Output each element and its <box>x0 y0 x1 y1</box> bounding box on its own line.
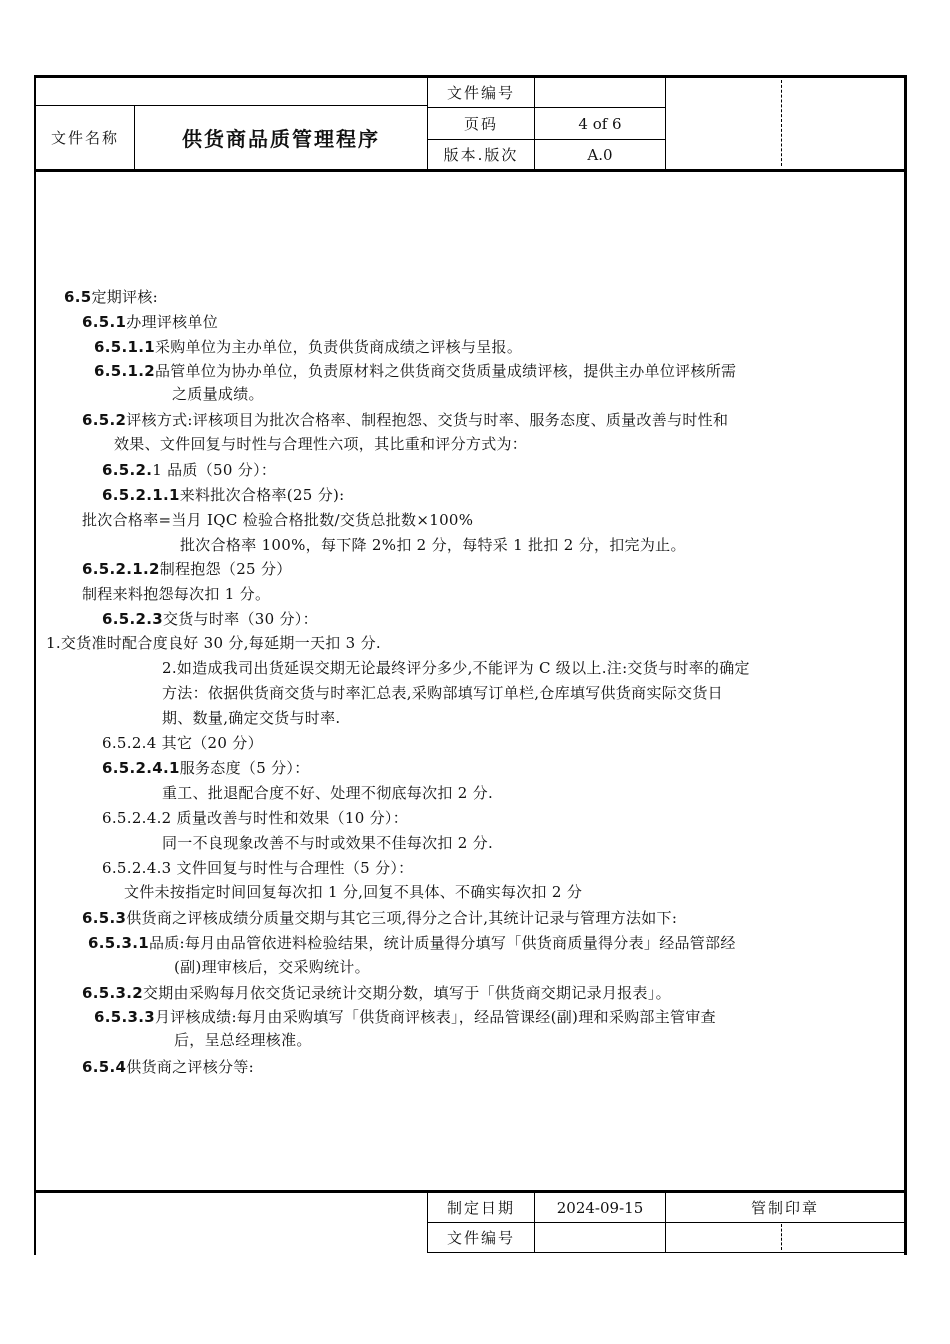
section-line <box>180 535 686 555</box>
doc-title: 供货商品质管理程序 <box>182 127 380 151</box>
section-text: 批次合格率 100%，每下降 2%扣 2 分，每特采 1 批扣 2 分，扣完为止。 <box>180 536 686 554</box>
section-text: 服务态度（5 分）： <box>179 759 310 777</box>
header-col-divider <box>665 78 666 170</box>
section-line <box>174 957 370 977</box>
section-text: 交期由采购每月依交货记录统计交期分数，填写于「供货商交期记录月报表」。 <box>142 984 671 1002</box>
footer-dashed-divider <box>781 1224 782 1250</box>
section-line <box>82 584 270 604</box>
section-line <box>102 733 263 753</box>
section-number: 6.5.4 <box>82 1058 127 1076</box>
section-number: 6.5.2.1.2 <box>82 560 160 578</box>
section-line <box>94 1007 716 1027</box>
section-text: 期、数量,确定交货与时率. <box>162 709 341 727</box>
date-label: 制定日期 <box>446 1199 515 1217</box>
section-line <box>162 708 340 728</box>
section-number: 6.5.3 <box>82 909 127 927</box>
section-line <box>162 833 493 853</box>
section-text: 品质:每月由品管依进料检验结果，统计质量得分填写「供货商质量得分表」经品管部经 <box>148 934 736 952</box>
section-line <box>82 312 218 332</box>
section-text: 办理评核单位 <box>126 313 219 331</box>
section-line <box>82 908 677 928</box>
section-number: 6.5.2.4.1 <box>102 759 180 777</box>
section-text: 月评核成绩:每月由采购填写「供货商评核表」，经品管课经(副)理和采购部主管审查 <box>154 1008 716 1026</box>
section-line <box>82 1057 254 1077</box>
section-text: 之质量成绩。 <box>172 385 264 403</box>
header-bottom-border <box>34 169 907 172</box>
section-number: 6.5.3.1 <box>88 934 149 952</box>
section-text: 采购单位为主办单位，负责供货商成绩之评核与呈报。 <box>154 338 523 356</box>
section-number: 6.5.2.1.1 <box>102 486 180 504</box>
section-line <box>102 758 310 778</box>
page-left-border <box>34 75 36 1255</box>
section-text: 6.5.2.4 其它（20 分） <box>102 734 263 752</box>
section-number: 6.5.2.3 <box>102 610 163 628</box>
section-line <box>64 287 158 307</box>
section-text: (副)理审核后，交采购统计。 <box>174 958 370 976</box>
section-text: 文件未按指定时间回复每次扣 1 分,回复不具体、不确实每次扣 2 分 <box>124 883 583 901</box>
section-line <box>88 933 736 953</box>
section-number: 6.5 <box>64 288 92 306</box>
section-line <box>82 983 671 1003</box>
section-line <box>162 658 750 678</box>
control-stamp-label: 管制印章 <box>750 1199 819 1217</box>
section-text: 2.如造成我司出货延误交期无论最终评分多少,不能评为 C 级以上.注:交货与时率的确定 <box>162 659 750 677</box>
section-line <box>82 410 728 430</box>
section-text: 6.5.2.4.2 质量改善与时性和效果（10 分）： <box>102 809 409 827</box>
section-number: 6.5.3.2 <box>82 984 143 1002</box>
section-text: 来料批次合格率(25 分): <box>179 486 345 504</box>
footer-doc-no-label: 文件编号 <box>446 1229 515 1247</box>
section-line <box>174 1030 312 1050</box>
section-text: 供货商之评核成绩分质量交期与其它三项,得分之合计,其统计记录与管理方法如下: <box>126 909 678 927</box>
section-text: 评核方式:评核项目为批次合格率、制程抱怨、交货与时率、服务态度、质量改善与时性和 <box>126 411 729 429</box>
section-text: 6.5.2.4.3 文件回复与时性与合理性（5 分）： <box>102 859 414 877</box>
section-text: 后，呈总经理核准。 <box>174 1031 312 1049</box>
section-line <box>46 633 381 653</box>
section-line <box>102 808 408 828</box>
version-value: A.0 <box>587 145 613 164</box>
section-line <box>114 434 527 454</box>
section-text: 制程来料抱怨每次扣 1 分。 <box>82 585 271 603</box>
section-text: 方法：依据供货商交货与时率汇总表,采购部填写订单栏,仓库填写供货商实际交货日 <box>162 684 723 702</box>
header-dashed-divider <box>781 80 782 166</box>
page-label: 页码 <box>463 115 498 133</box>
section-text: 定期评核: <box>91 288 159 306</box>
section-text: 1 品质（50 分）： <box>152 461 277 479</box>
doc-name-label: 文件名称 <box>50 129 119 147</box>
section-line <box>102 609 318 629</box>
section-line <box>94 337 522 357</box>
footer-bottom-border <box>428 1252 904 1253</box>
section-number: 6.5.1.1 <box>94 338 155 356</box>
page-right-border <box>904 75 907 1255</box>
section-text: 1.交货准时配合度良好 30 分,每延期一天扣 3 分. <box>46 634 381 652</box>
section-line <box>124 882 582 902</box>
section-line <box>162 683 723 703</box>
section-line <box>162 783 493 803</box>
section-line <box>102 858 413 878</box>
section-line <box>94 361 736 381</box>
section-number: 6.5.2. <box>102 461 153 479</box>
section-line <box>172 384 264 404</box>
section-text: 重工、批退配合度不好、处理不彻底每次扣 2 分. <box>162 784 494 802</box>
section-line <box>82 510 473 530</box>
section-line <box>82 559 292 579</box>
section-number: 6.5.3.3 <box>94 1008 155 1026</box>
section-text: 交货与时率（30 分）： <box>162 610 318 628</box>
footer-doc-no-value <box>535 1223 665 1252</box>
section-number: 6.5.1 <box>82 313 127 331</box>
date-value: 2024-09-15 <box>556 1198 644 1217</box>
page-value: 4 of 6 <box>578 114 622 133</box>
section-text: 批次合格率=当月 IQC 检验合格批数/交货总批数×100% <box>82 511 474 529</box>
section-number: 6.5.2 <box>82 411 127 429</box>
section-text: 效果、文件回复与时性与合理性六项，其比重和评分方式为： <box>114 435 528 453</box>
section-text: 同一不良现象改善不与时或效果不佳每次扣 2 分. <box>162 834 494 852</box>
doc-no-label: 文件编号 <box>446 84 515 102</box>
section-number: 6.5.1.2 <box>94 362 155 380</box>
section-line <box>102 485 345 505</box>
section-text: 制程抱怨（25 分） <box>159 560 292 578</box>
section-text: 品管单位为协办单位，负责原材料之供货商交货质量成绩评核，提供主办单位评核所需 <box>154 362 737 380</box>
version-label: 版本.版次 <box>443 146 519 164</box>
section-line <box>102 460 276 480</box>
doc-no-value <box>535 78 665 107</box>
section-text: 供货商之评核分等: <box>126 1058 254 1076</box>
